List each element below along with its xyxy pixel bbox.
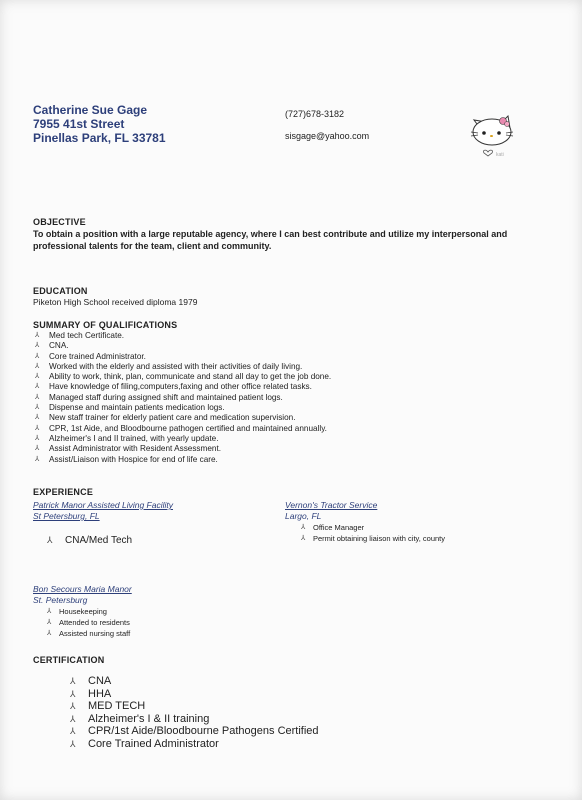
list-item: ⅄ Dispense and maintain patients medication logs.: [35, 403, 225, 413]
triangle-bullet-icon: ⅄: [35, 455, 40, 463]
triangle-bullet-icon: ⅄: [47, 535, 53, 545]
list-item: ⅄ Med tech Certificate.: [35, 331, 125, 340]
objective-heading: OBJECTIVE: [33, 217, 86, 227]
objective-text: To obtain a position with a large reputable agency, where I can best contribute and utilize my interpersonal and professional talents for the team, client and community.: [33, 229, 508, 251]
triangle-bullet-icon: ⅄: [35, 362, 40, 370]
list-item: ⅄ MED TECH: [70, 700, 146, 712]
list-item: ⅄ New staff trainer for elderly patient care and medication supervision.: [35, 413, 296, 423]
triangle-bullet-icon: ⅄: [35, 445, 40, 453]
list-item: ⅄ CNA/Med Tech: [47, 535, 133, 546]
header-address-block: [33, 103, 166, 145]
list-item: ⅄ Have knowledge of filing,computers,faxing and other office related tasks.: [35, 382, 312, 392]
education-text: Piketon High School received diploma 1979: [33, 297, 198, 307]
list-item: ⅄ CNA.: [35, 341, 69, 351]
experience-heading: EXPERIENCE: [33, 487, 94, 497]
list-item: ⅄ CNA: [70, 675, 112, 687]
triangle-bullet-icon: ⅄: [301, 524, 306, 531]
email-address: sisgage@yahoo.com: [285, 131, 370, 141]
job-duties: [45, 606, 132, 639]
qualifications-list: [33, 331, 331, 465]
triangle-bullet-icon: ⅄: [70, 726, 76, 736]
triangle-bullet-icon: ⅄: [35, 414, 40, 422]
list-item: ⅄ Managed staff during assigned shift and maintained patient logs.: [35, 392, 283, 402]
triangle-bullet-icon: ⅄: [35, 342, 40, 350]
list-item: ⅄ Assist Administrator with Resident Assessment.: [35, 444, 222, 454]
job-duties: [299, 522, 445, 544]
triangle-bullet-icon: ⅄: [35, 383, 40, 391]
triangle-bullet-icon: ⅄: [35, 404, 40, 412]
qualifications-heading: SUMMARY OF QUALIFICATIONS: [33, 320, 178, 330]
triangle-bullet-icon: ⅄: [35, 393, 40, 401]
employer-name: Vernon's Tractor Service: [285, 500, 378, 510]
list-item: ⅄ CPR, 1st Aide, and Bloodbourne pathogen certified and maintained annually.: [35, 423, 327, 433]
list-item: ⅄ Attended to residents: [47, 618, 130, 627]
triangle-bullet-icon: ⅄: [301, 535, 306, 542]
list-item: ⅄ Assist/Liaison with Hospice for end of life care.: [35, 454, 218, 464]
triangle-bullet-icon: ⅄: [47, 619, 52, 626]
logo: [468, 110, 518, 160]
triangle-bullet-icon: ⅄: [70, 676, 76, 686]
education-heading: EDUCATION: [33, 286, 88, 296]
list-item: ⅄ Worked with the elderly and assisted with their activities of daily living.: [35, 361, 303, 371]
list-item: ⅄ Assisted nursing staff: [47, 629, 131, 638]
job-entry: [285, 500, 445, 544]
contact-block: [285, 103, 369, 147]
employer-location: Largo, FL: [285, 511, 322, 521]
list-item: ⅄ CPR/1st Aide/Bloodbourne Pathogens Certified: [70, 725, 319, 737]
certification-list: [66, 675, 319, 750]
street-address: 7955 41st Street: [33, 117, 125, 131]
list-item: ⅄ Alzheimer's I & II training: [70, 712, 210, 725]
triangle-bullet-icon: ⅄: [35, 434, 40, 442]
job-entry: [33, 584, 132, 639]
certification-heading: CERTIFICATION: [33, 655, 105, 665]
phone-number: (727)678-3182: [285, 109, 345, 119]
candidate-name: Catherine Sue Gage: [33, 103, 148, 117]
triangle-bullet-icon: ⅄: [35, 373, 40, 381]
triangle-bullet-icon: ⅄: [35, 332, 40, 339]
list-item: ⅄ Core Trained Administrator: [70, 737, 219, 750]
triangle-bullet-icon: ⅄: [35, 352, 40, 360]
triangle-bullet-icon: ⅄: [70, 738, 76, 749]
triangle-bullet-icon: ⅄: [70, 713, 76, 724]
list-item: ⅄ Office Manager: [301, 523, 365, 532]
job-duties: [43, 534, 173, 548]
list-item: ⅄ HHA: [70, 687, 112, 700]
hello-kitty-icon: [468, 110, 518, 160]
triangle-bullet-icon: ⅄: [47, 608, 52, 615]
employer-location: St Petersburg, FL: [33, 511, 100, 521]
job-entry: [33, 500, 173, 548]
list-item: ⅄ Permit obtaining liaison with city, county: [301, 534, 446, 543]
list-item: ⅄ Core trained Administrator.: [35, 351, 146, 361]
employer-name: Patrick Manor Assisted Living Facility: [33, 500, 173, 510]
logo-caption: kati: [496, 152, 504, 158]
triangle-bullet-icon: ⅄: [47, 630, 52, 637]
city-state-zip: Pinellas Park, FL 33781: [33, 131, 166, 145]
list-item: ⅄ Alzheimer's I and II trained, with yearly update.: [35, 433, 219, 443]
list-item: ⅄ Ability to work, think, plan, communicate and stand all day to get the job done.: [35, 372, 332, 382]
triangle-bullet-icon: ⅄: [70, 688, 76, 699]
list-item: ⅄ Housekeeping: [47, 607, 107, 616]
employer-location: St. Petersburg: [33, 595, 88, 605]
triangle-bullet-icon: ⅄: [35, 424, 40, 432]
triangle-bullet-icon: ⅄: [70, 701, 76, 711]
employer-name: Bon Secours Maria Manor: [33, 584, 132, 594]
